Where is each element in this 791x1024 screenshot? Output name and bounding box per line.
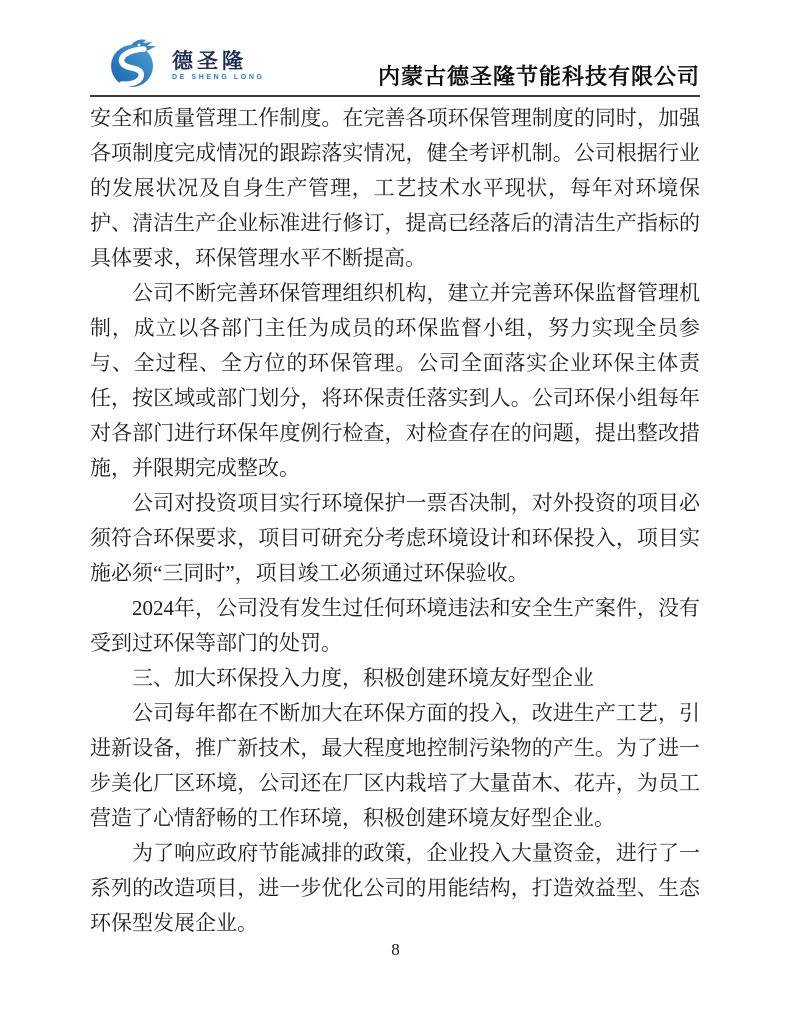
company-name-header: 内蒙古德圣隆节能科技有限公司	[377, 64, 700, 89]
logo-chinese-name: 德圣隆	[172, 50, 247, 73]
company-logo	[108, 34, 265, 88]
logo-text	[172, 51, 265, 81]
logo-english-name: DE SHENG LONG	[172, 74, 265, 81]
section-heading: 三、加大环保投入力度，积极创建环境友好型企业	[132, 666, 594, 690]
page-footer	[0, 940, 791, 960]
document-body	[90, 101, 700, 941]
paragraph: 公司对投资项目实行环境保护一票否决制，对外投资的项目必须符合环保要求，项目可研充分考虑环境设计和环保投入，项目实施必须“三同时”，项目竣工必须通过环保验收。	[90, 491, 700, 585]
page-number: 8	[391, 940, 400, 959]
paragraph: 2024年，公司没有发生过任何环境违法和安全生产案件，没有受到过环保等部门的处罚。	[90, 596, 700, 655]
page-header	[0, 0, 791, 98]
paragraph: 公司每年都在不断加大在环保方面的投入，改进生产工艺，引进新设备，推广新技术，最大程度地控制污染物的产生。为了进一步美化厂区环境，公司还在厂区内栽培了大量苗木、花卉，为员工营造了心情舒畅的工作环境，积极创建环境友好型企业。	[90, 701, 700, 830]
dragon-logo-icon	[108, 34, 170, 88]
paragraph: 公司不断完善环保管理组织机构，建立并完善环保监督管理机制，成立以各部门主任为成员的环保监督小组，努力实现全员参与、全过程、全方位的环保管理。公司全面落实企业环保主体责任，按区域或部门划分，将环保责任落实到人。公司环保小组每年对各部门进行环保年度例行检查，对检查存在的问题，提出整改措施，并限期完成整改。	[90, 281, 700, 480]
header-divider-line	[90, 95, 700, 97]
paragraph: 安全和质量管理工作制度。在完善各项环保管理制度的同时，加强各项制度完成情况的跟踪落实情况，健全考评机制。公司根据行业的发展状况及自身生产管理，工艺技术水平现状，每年对环境保护、清洁生产企业标准进行修订，提高已经落后的清洁生产指标的具体要求，环保管理水平不断提高。	[90, 106, 700, 270]
paragraph: 为了响应政府节能减排的政策，企业投入大量资金，进行了一系列的改造项目，进一步优化公司的用能结构，打造效益型、生态环保型发展企业。	[90, 841, 700, 935]
